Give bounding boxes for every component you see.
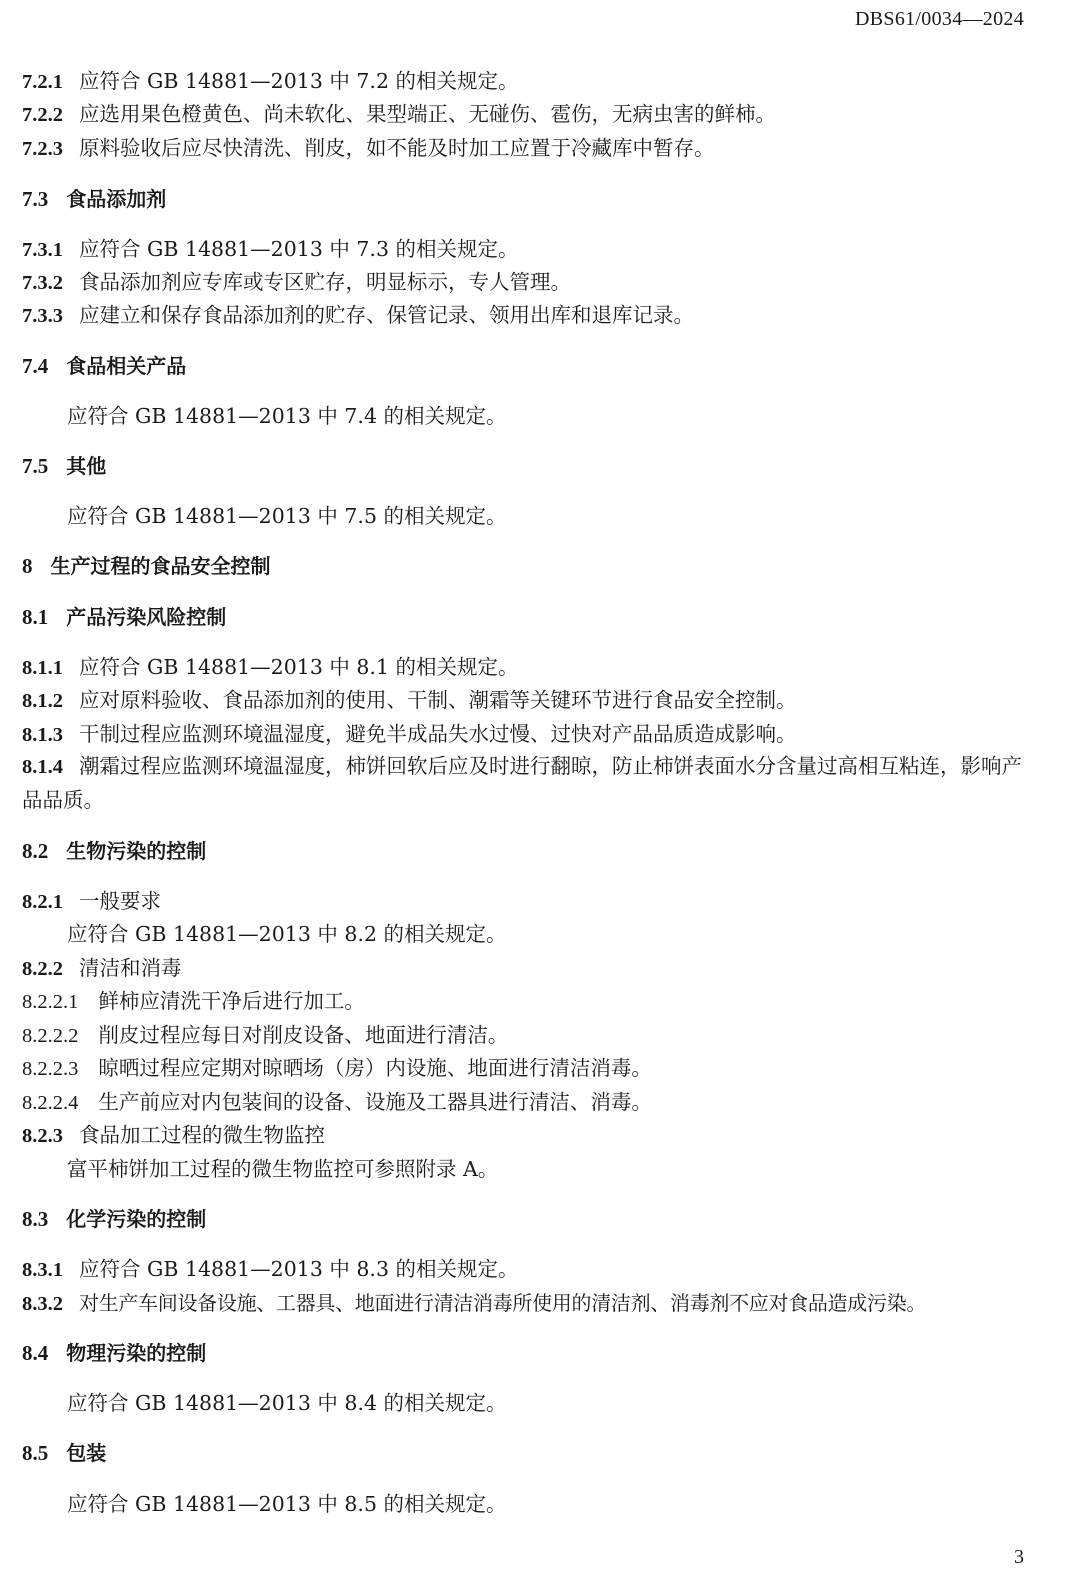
paragraph-8-5: 应符合 GB 14881—2013 中 8.5 的相关规定。 bbox=[67, 1492, 507, 1516]
clause-8-2-2-4 bbox=[22, 1089, 652, 1116]
clause-text: 原料验收后应尽快清洗、削皮，如不能及时加工应置于冷藏库中暂存。 bbox=[79, 136, 715, 160]
section-heading-8-2 bbox=[22, 838, 206, 864]
clause-8-2-2-2 bbox=[22, 1022, 508, 1049]
clause-number: 7.2.1 bbox=[22, 71, 63, 93]
clause-text: 应选用果色橙黄色、尚未软化、果型端正、无碰伤、雹伤，无病虫害的鲜柿。 bbox=[79, 102, 776, 126]
clause-number: 8.3.2 bbox=[22, 1293, 63, 1315]
chapter-heading-8 bbox=[22, 553, 271, 579]
section-number: 8.5 bbox=[22, 1441, 49, 1465]
section-number: 8.3 bbox=[22, 1207, 49, 1231]
clause-text: 应对原料验收、食品添加剂的使用、干制、潮霜等关键环节进行食品安全控制。 bbox=[79, 688, 797, 712]
paragraph-8-2-1: 应符合 GB 14881—2013 中 8.2 的相关规定。 bbox=[67, 922, 507, 946]
section-title: 食品相关产品 bbox=[66, 354, 187, 378]
section-heading-7-5 bbox=[22, 453, 106, 479]
section-title: 生物污染的控制 bbox=[66, 839, 207, 863]
chapter-title: 生产过程的食品安全控制 bbox=[50, 554, 271, 578]
clause-number: 7.3.1 bbox=[22, 239, 63, 261]
paragraph-7-5: 应符合 GB 14881—2013 中 7.5 的相关规定。 bbox=[67, 504, 507, 528]
paragraph-7-4: 应符合 GB 14881—2013 中 7.4 的相关规定。 bbox=[67, 404, 507, 428]
clause-7-3-2 bbox=[22, 269, 571, 296]
clause-number: 7.3.3 bbox=[22, 305, 63, 327]
clause-8-1-1 bbox=[22, 654, 519, 681]
section-number: 7.4 bbox=[22, 354, 49, 378]
clause-7-2-2 bbox=[22, 101, 776, 128]
clause-8-1-4 bbox=[22, 750, 1036, 817]
paragraph-8-4: 应符合 GB 14881—2013 中 8.4 的相关规定。 bbox=[67, 1391, 507, 1415]
clause-text: 潮霜过程应监测环境温湿度，柿饼回软后应及时进行翻晾，防止柿饼表面水分含量过高相互粘连，影响产品品质。 bbox=[22, 754, 1022, 812]
clause-text: 应符合 GB 14881—2013 中 8.1 的相关规定。 bbox=[79, 655, 519, 679]
section-title: 包装 bbox=[66, 1441, 107, 1465]
section-heading-8-3 bbox=[22, 1206, 206, 1232]
clause-8-1-3 bbox=[22, 721, 797, 748]
clause-8-3-1 bbox=[22, 1256, 519, 1283]
section-heading-8-5 bbox=[22, 1440, 106, 1466]
clause-number: 8.3.1 bbox=[22, 1259, 63, 1281]
clause-8-3-2 bbox=[22, 1290, 926, 1317]
paragraph-8-2-3: 富平柿饼加工过程的微生物监控可参照附录 A。 bbox=[67, 1157, 499, 1181]
clause-8-2-2-3 bbox=[22, 1055, 652, 1082]
section-title: 其他 bbox=[66, 454, 107, 478]
clause-7-3-3 bbox=[22, 302, 694, 329]
clause-number: 8.2.1 bbox=[22, 891, 63, 913]
section-heading-8-1 bbox=[22, 604, 226, 630]
clause-number: 7.3.2 bbox=[22, 272, 63, 294]
clause-text: 清洁和消毒 bbox=[79, 956, 182, 980]
section-number: 7.5 bbox=[22, 454, 49, 478]
clause-text: 食品添加剂应专库或专区贮存，明显标示，专人管理。 bbox=[79, 270, 571, 294]
document-code: DBS61/0034—2024 bbox=[855, 8, 1024, 30]
section-number: 8.1 bbox=[22, 605, 49, 629]
section-heading-7-4 bbox=[22, 353, 186, 379]
clause-8-2-1 bbox=[22, 888, 161, 915]
clause-text: 干制过程应监测环境温湿度，避免半成品失水过慢、过快对产品品质造成影响。 bbox=[79, 722, 797, 746]
clause-number: 8.1.1 bbox=[22, 657, 63, 679]
clause-text: 应建立和保存食品添加剂的贮存、保管记录、领用出库和退库记录。 bbox=[79, 303, 694, 327]
clause-number: 7.2.2 bbox=[22, 104, 63, 126]
section-title: 食品添加剂 bbox=[66, 187, 167, 211]
section-title: 物理污染的控制 bbox=[66, 1341, 207, 1365]
section-title: 产品污染风险控制 bbox=[66, 605, 227, 629]
clause-number: 8.1.3 bbox=[22, 724, 63, 746]
clause-text: 鲜柿应清洗干净后进行加工。 bbox=[98, 989, 365, 1013]
section-heading-8-4 bbox=[22, 1340, 206, 1366]
clause-number: 8.2.2.3 bbox=[22, 1058, 79, 1080]
clause-8-1-2 bbox=[22, 687, 797, 714]
clause-number: 8.1.4 bbox=[22, 756, 63, 778]
clause-number: 8.2.2 bbox=[22, 958, 63, 980]
clause-text: 对生产车间设备设施、工器具、地面进行清洁消毒所使用的清洁剂、消毒剂不应对食品造成污染。 bbox=[79, 1291, 927, 1315]
section-number: 8.4 bbox=[22, 1341, 49, 1365]
clause-text: 应符合 GB 14881—2013 中 7.3 的相关规定。 bbox=[79, 237, 519, 261]
clause-text: 削皮过程应每日对削皮设备、地面进行清洁。 bbox=[98, 1023, 509, 1047]
clause-7-2-1 bbox=[22, 68, 519, 95]
clause-text: 食品加工过程的微生物监控 bbox=[79, 1123, 325, 1147]
section-heading-7-3 bbox=[22, 186, 166, 212]
clause-text: 应符合 GB 14881—2013 中 8.3 的相关规定。 bbox=[79, 1257, 519, 1281]
clause-7-3-1 bbox=[22, 236, 519, 263]
section-title: 化学污染的控制 bbox=[66, 1207, 207, 1231]
clause-text: 应符合 GB 14881—2013 中 7.2 的相关规定。 bbox=[79, 69, 519, 93]
clause-8-2-3 bbox=[22, 1122, 325, 1149]
clause-number: 8.2.2.2 bbox=[22, 1025, 79, 1047]
clause-number: 8.2.3 bbox=[22, 1125, 63, 1147]
clause-number: 8.2.2.4 bbox=[22, 1092, 79, 1114]
clause-7-2-3 bbox=[22, 135, 715, 162]
clause-text: 一般要求 bbox=[79, 889, 161, 913]
clause-number: 8.2.2.1 bbox=[22, 991, 79, 1013]
clause-number: 8.1.2 bbox=[22, 690, 63, 712]
section-number: 7.3 bbox=[22, 187, 49, 211]
clause-text: 生产前应对内包装间的设备、设施及工器具进行清洁、消毒。 bbox=[98, 1090, 652, 1114]
chapter-number: 8 bbox=[22, 554, 33, 578]
clause-number: 7.2.3 bbox=[22, 138, 63, 160]
page-number: 3 bbox=[1014, 1546, 1024, 1568]
clause-8-2-2 bbox=[22, 955, 182, 982]
section-number: 8.2 bbox=[22, 839, 49, 863]
clause-8-2-2-1 bbox=[22, 988, 365, 1015]
clause-text: 晾晒过程应定期对晾晒场（房）内设施、地面进行清洁消毒。 bbox=[98, 1056, 652, 1080]
